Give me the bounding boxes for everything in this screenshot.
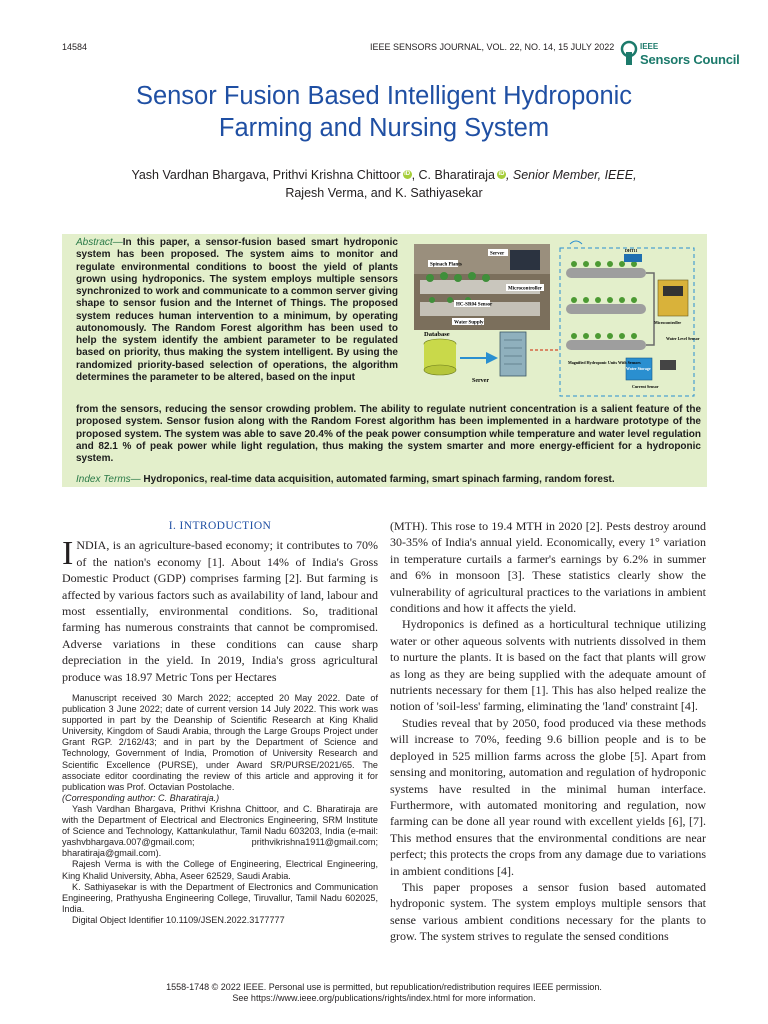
hydroponic-units <box>566 261 654 350</box>
microcontroller-icon <box>658 280 688 316</box>
fig-label-magnified: Magnified Hydroponic Units With Sensors <box>568 360 641 365</box>
drop-cap: I <box>62 535 74 573</box>
fig-label-database: Database <box>424 331 450 338</box>
footnote-doi: Digital Object Identifier 10.1109/JSEN.2022.3177777 <box>72 914 285 925</box>
intro-paragraph-1-text: NDIA, is an agriculture-based economy; it contributes to 70% of the nation's economy [1]. About 14% of India's Gross Domestic Product (GDP) comprises farming [2]. But farming is affected by various factors such as availability of land, labour and most essentially, environmental conditions. So, traditional farming has numerous constraints that cannot be compromised. Adverse variations in these conditions can cause sharp depreciation in the yield. In 2019, India's gross agricultural produce was 18.97 Metric Tons per Hectares <box>62 538 379 684</box>
footer-line-2: See https://www.ieee.org/publications/rights/index.html for more information. <box>232 993 536 1003</box>
abstract-box <box>62 234 707 487</box>
footnote-affiliation-2: Rajesh Verma is with the College of Engineering, Electrical Engineering, King Khalid University, Abha, Aseer 62529, Saudi Arabia. <box>62 859 378 881</box>
title-line-2: Farming and Nursing System <box>218 114 550 142</box>
fig-label-water-level: Water Level Sensor <box>666 336 700 341</box>
logo-text-top: IEEE <box>640 42 659 51</box>
fig-label-microcontroller: Microcontroller <box>508 286 542 292</box>
right-paragraph-2: Hydroponics is defined as a horticultural technique utilizing water or other aqueous solvents with nutrients dissolved in them to nurture the plants. It is based on the fact that plants will grow as long as they are being supplied with the adequate amount of nutrients necessary for them [1]. This has also helped realize the notion of 'soil-less' farming, eliminating the 'land' constraint [4]. <box>390 617 706 714</box>
current-sensor-icon <box>660 360 676 370</box>
author-list <box>80 166 688 202</box>
page-number: 14584 <box>62 42 88 52</box>
fig-label-spinach: Spinach Plants <box>430 262 462 268</box>
paper-title <box>40 80 728 144</box>
right-paragraph-1: (MTH). This rose to 19.4 MTH in 2020 [2]. Pests destroy around 30-35% of India's annual yield. Economically, every 1° variation in temperature curtails a farmer's earnings by 6.2% in summer and 6% in monsoon [3]. These statistics clearly show the vulnerability of agricultural practices to the variations in ambient conditions and how it affects the yield. <box>390 519 706 616</box>
server-icon <box>500 332 526 376</box>
fig-label-current-sensor: Current Sensor <box>632 384 659 389</box>
abstract-left-text: In this paper, a sensor-fusion based smart hydroponic system has been proposed. The system aims to monitor and regulate environmental conditions to boost the yield of plants grown using hydroponics. The system employs multiple sensors synchronized to work and communicate to a common server giving shape to sensor fusion and the Internet of Things. The proposed system reduces human intervention to a minimum, by operating autonomously. The Random Forest algorithm has been used to help the system identify the ambient parameter to be regulated based on priority, thus making the system intelligent. By using the randomized priority-based selection of operations, the algorithm determines the parameter to be altered, based on the input <box>76 237 398 383</box>
authors-line-2: Rajesh Verma, and K. Sathiyasekar <box>285 186 483 200</box>
right-column <box>390 518 706 945</box>
intro-paragraph-1 <box>62 537 378 685</box>
ieee-sensors-logo-icon <box>620 40 740 70</box>
abstract-text-full: from the sensors, reducing the sensor crowding problem. The ability to regulate nutrient concentration is a salient feature of the proposed system. Sensor fusion along with the Random Forest algorithm has been implemented in a hardware prototype of the proposed system. The system was able to save 20.4% of the peak power consumption while temperature and water level regulation and 82.1 % of peak power while light regulation, thus making the system smarter and more energy-efficient for a hydroponic system. <box>76 404 701 465</box>
index-terms-dash: — <box>130 474 141 485</box>
fig-label-dht: DHT11 <box>625 248 638 253</box>
fig-label-water-storage: Water Storage <box>626 366 651 371</box>
authors-c: , Senior Member, IEEE, <box>505 168 637 182</box>
orcid-icon[interactable]: iD <box>498 171 505 177</box>
footnote-corresponding: (Corresponding author: C. Bharatiraja.) <box>62 792 220 803</box>
footer-line-1: 1558-1748 © 2022 IEEE. Personal use is permitted, but republication/redistribution requires IEEE permission. <box>166 982 602 992</box>
footnote-manuscript: Manuscript received 30 March 2022; accepted 20 May 2022. Date of publication 3 June 2022; date of current version 14 July 2022. This work was supported in part by the Deanship of Scientific Research at King Khalid University, Kingdom of Saudi Arabia, through the Large Groups Project under Grant RGP. 2/162/43; and in part by the Department of Science and Technology, Government of India, Promotion of University Research and Scientific Excellence (PURSE), under Award SR/PURSE/2021/65. The associate editor coordinating the review of this article and approving it for publication was Prof. Octavian Postolache. <box>62 693 378 792</box>
title-line-1: Sensor Fusion Based Intelligent Hydroponic <box>135 82 633 110</box>
authors-a: Yash Vardhan Bhargava, Prithvi Krishna Chittoor <box>131 168 401 182</box>
abstract-text-left <box>76 237 398 384</box>
fig-label-water-supply: Water Supply <box>454 320 484 326</box>
journal-header: IEEE SENSORS JOURNAL, VOL. 22, NO. 14, 15 JULY 2022 <box>370 42 615 52</box>
index-terms-text: Hydroponics, real-time data acquisition, automated farming, smart spinach farming, random forest. <box>140 474 615 485</box>
footnote-affiliation-1: Yash Vardhan Bhargava, Prithvi Krishna Chittoor, and C. Bharatiraja are with the Department of Electrical and Electronics Engineering, SRM Institute of Science and Technology, Kattankulathur, Tamil Nadu 603203, India (e-mail: yashvbhargava.007@gmail.com; prithvikrishna1911@gmail.com; bharatiraja@gmail.com). <box>62 803 378 859</box>
fig-label-server: Server <box>472 378 489 384</box>
index-terms <box>76 474 701 486</box>
right-paragraph-4: This paper proposes a sensor fusion based automated hydroponic system. The system employs multiple sensors that sense various ambient conditions necessary for the plants to grow. The system strives to regulate the sensed conditions <box>390 879 706 944</box>
authors-b: , C. Bharatiraja <box>411 168 495 182</box>
abstract-dash: — <box>112 237 123 248</box>
fig-label-sensor: HC-SR04 Sensor <box>456 302 493 308</box>
orcid-icon[interactable]: iD <box>404 171 411 177</box>
copyright-footer <box>80 982 688 1004</box>
section-heading: I. INTRODUCTION <box>168 520 272 532</box>
logo-text-bottom: Sensors Council <box>640 52 740 67</box>
fig-label-micro2: Microcontroller <box>654 320 682 325</box>
dht-sensor-icon <box>624 254 642 262</box>
right-paragraph-3: Studies reveal that by 2050, food produced via these methods will increase to 70%, feeding 9.6 billion people and is to be deployed in 525 million farms across the globe [5]. Apart from sensing and monitoring, automation and regulation of hydroponic systems have resulted in the minimal human interface. Furthermore, with automated monitoring and regulation, now farming can be done all year round with excellent yields [6], [7]. This method ensures that the environmental conditions are near perfect; this protects the crops from any damage due to variations in ambient conditions [4]. <box>390 715 706 878</box>
abstract-label: Abstract <box>76 237 113 248</box>
system-figure <box>410 240 700 400</box>
index-terms-label: Index Terms <box>76 474 131 485</box>
fig-label-server-top: Server <box>490 251 505 257</box>
authors-line-1 <box>80 166 688 184</box>
left-column <box>62 518 378 685</box>
footnote-affiliation-3: K. Sathiyasekar is with the Department of Electronics and Communication Engineering, Prathyusha Engineering College, Tiruvallur, Tamil Nadu 602025, India. <box>62 881 378 914</box>
footnote <box>62 693 378 926</box>
